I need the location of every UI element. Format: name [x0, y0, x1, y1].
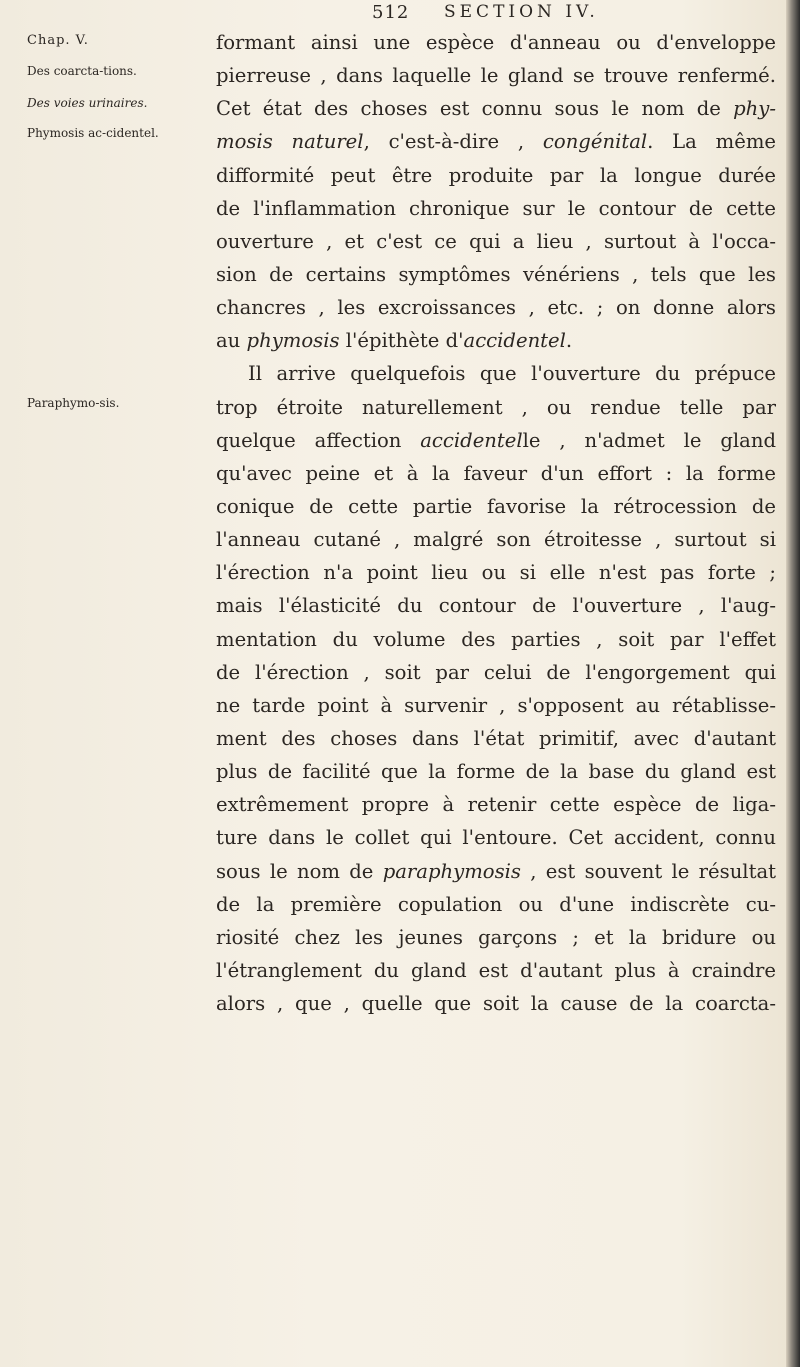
body-line: au phymosis l'épithète d'accidentel.: [216, 329, 573, 353]
body-line: l'anneau cutané , malgré son étroitesse , surtout si: [216, 528, 776, 552]
body-line: formant ainsi une espèce d'anneau ou d'enveloppe: [216, 31, 776, 54]
body-line: ture dans le collet qui l'entoure. Cet accident, connu: [216, 826, 776, 850]
margin-note-coarctations: Des coarcta-tions.: [27, 64, 137, 78]
body-line: conique de cette partie favorise la rétrocession de: [216, 494, 776, 518]
body-line: pierreuse , dans laquelle le gland se trouve renfermé.: [216, 64, 776, 88]
body-line: plus de facilité que la forme de la base du gland est: [216, 760, 776, 784]
running-head: SECTION IV.: [444, 2, 599, 22]
body-line: l'érection n'a point lieu ou si elle n'est pas forte ;: [216, 561, 776, 585]
margin-note-phymosis: Phymosis ac-cidentel.: [27, 126, 159, 140]
body-line: mosis naturel, c'est-à-dire , congénital. La même: [216, 130, 776, 154]
body-line: l'étranglement du gland est d'autant plus à craindre: [216, 958, 776, 982]
body-line: alors , que , quelle que soit la cause de la coarcta-: [216, 992, 776, 1016]
body-line: difformité peut être produite par la longue durée: [216, 163, 776, 187]
margin-note-voies-urinaires: Des voies urinaires.: [27, 96, 148, 110]
body-line: quelque affection accidentelle , n'admet le gland: [216, 428, 776, 452]
body-line: Cet état des choses est connu sous le nom de phy-: [216, 97, 776, 121]
margin-note-chapter: Chap. V.: [27, 33, 89, 48]
body-line: Il arrive quelquefois que l'ouverture du prépuce: [248, 362, 776, 386]
body-line: ouverture , et c'est ce qui a lieu , surtout à l'occa-: [216, 229, 776, 253]
body-line: sous le nom de paraphymosis , est souvent le résultat: [216, 859, 777, 883]
body-line: de l'inflammation chronique sur le contour de cette: [216, 196, 776, 220]
margin-note-paraphymosis: Paraphymo-sis.: [27, 396, 120, 410]
page-number: 512: [372, 2, 410, 23]
body-line: chancres , les excroissances , etc. ; on donne alors: [216, 296, 776, 320]
body-line: extrêmement propre à retenir cette espèce de liga-: [216, 793, 776, 817]
body-line: riosité chez les jeunes garçons ; et la bridure ou: [216, 925, 776, 949]
body-line: ment des choses dans l'état primitif, avec d'autant: [216, 726, 776, 750]
body-line: mentation du volume des parties , soit par l'effet: [216, 627, 776, 651]
body-text: [216, 26, 776, 1020]
page-edge-shadow: [786, 0, 800, 1367]
body-line: ne tarde point à survenir , s'opposent au rétablisse-: [216, 693, 776, 717]
body-line: mais l'élasticité du contour de l'ouverture , l'aug-: [216, 594, 776, 618]
body-line: trop étroite naturellement , ou rendue telle par: [216, 395, 776, 419]
body-line: de l'érection , soit par celui de l'engorgement qui: [216, 660, 776, 684]
body-line: sion de certains symptômes vénériens , tels que les: [216, 262, 776, 286]
body-line: de la première copulation ou d'une indiscrète cu-: [216, 892, 776, 916]
body-line: qu'avec peine et à la faveur d'un effort : la forme: [216, 461, 776, 485]
page-header: [0, 2, 800, 28]
